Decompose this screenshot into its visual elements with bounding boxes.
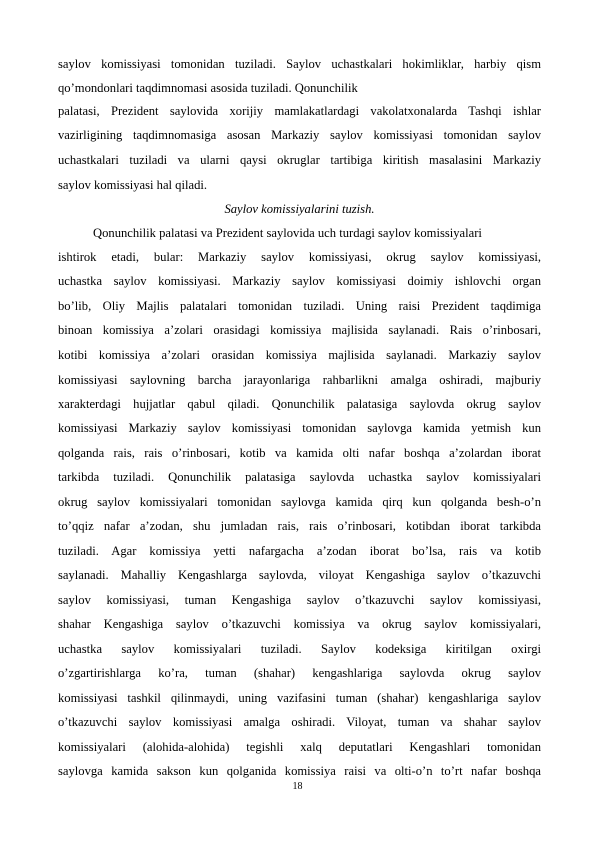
text-line: kotibi komissiya a’zolari orasidan komissiya majlisida saylanadi. Markaziy saylov	[58, 348, 541, 362]
text-line: komissiyasi tashkil qilinmaydi, uning vazifasini tuman (shahar) kengashlariga saylov	[58, 691, 541, 705]
text-line: tuziladi. Agar komissiya yetti nafargacha a’zodan iborat bo’lsa, rais va kotib	[58, 544, 541, 558]
text-line: saylov komissiyasi tomonidan tuziladi. Saylov uchastkalari hokimliklar, harbiy qism	[58, 57, 541, 71]
text-line: o’tkazuvchi saylov komissiyasi amalga oshiradi. Viloyat, tuman va shahar saylov	[58, 715, 541, 729]
text-line: saylovga kamida sakson kun qolganida komissiya raisi va olti-o’n to’rt nafar boshqa	[58, 764, 541, 778]
text-line: saylov komissiyasi, tuman Kengashiga saylov o’tkazuvchi saylov komissiyasi,	[58, 593, 541, 607]
text-line: to’qqiz nafar a’zodan, shu jumladan rais, rais o’rinbosari, kotibdan iborat tarkibda	[58, 519, 541, 533]
page-number: 18	[292, 781, 303, 792]
text-line: tarkibda tuziladi. Qonunchilik palatasiga saylovda uchastka saylov komissiyalari	[58, 470, 541, 484]
text-line: komissiyasi Markaziy saylov komissiyasi tomonidan saylovga kamida yetmish kun	[58, 421, 541, 435]
text-line: okrug saylov komissiyalari tomonidan saylovga kamida qirq kun qolganda besh-o’n	[58, 495, 541, 509]
text-line: qo’mondonlari taqdimnomasi asosida tuziladi. Qonunchilik	[58, 81, 358, 95]
text-line: komissiyalari (alohida-alohida) tegishli xalq deputatlari Kengashlari tomonidan	[58, 740, 541, 754]
text-line: binoan komissiya a’zolari orasidagi komissiya majlisida saylanadi. Rais o’rinbosari,	[58, 323, 541, 337]
text-line: bo’lib, Oliy Majlis palatalari tomonidan tuziladi. Uning raisi Prezident taqdimiga	[58, 299, 541, 313]
text-line: shahar Kengashiga saylov o’tkazuvchi komissiya va okrug saylov komissiyalari,	[58, 617, 541, 631]
text-line: saylanadi. Mahalliy Kengashlarga saylovda, viloyat Kengashiga saylov o’tkazuvchi	[58, 568, 541, 582]
text-line: o’zgartirishlarga ko’ra, tuman (shahar) kengashlariga saylovda okrug saylov	[58, 666, 541, 680]
text-line: xarakterdagi hujjatlar qabul qiladi. Qonunchilik palatasiga saylovda okrug saylov	[58, 397, 541, 411]
text-line: ishtirok etadi, bular: Markaziy saylov komissiyasi, okrug saylov komissiyasi,	[58, 250, 541, 264]
text-line: Qonunchilik palatasi va Prezident saylovida uch turdagi saylov komissiyalari	[93, 226, 482, 240]
text-line: palatasi, Prezident saylovida xorijiy mamlakatlardagi vakolatxonalarda Tashqi ishlar	[58, 104, 541, 118]
text-line: uchastka saylov komissiyasi. Markaziy saylov komissiyasi doimiy ishlovchi organ	[58, 274, 541, 288]
text-line: uchastka saylov komissiyalari tuziladi. Saylov kodeksiga kiritilgan oxirgi	[58, 642, 541, 656]
text-line: uchastkalari tuziladi va ularni qaysi okruglar tartibiga kiritish masalasini Markaziy	[58, 153, 541, 167]
text-line: saylov komissiyasi hal qiladi.	[58, 178, 208, 192]
text-line: komissiyasi saylovning barcha jarayonlariga rahbarlikni amalga oshiradi, majburiy	[58, 373, 541, 387]
section-heading: Saylov komissiyalarini tuzish.	[224, 202, 375, 216]
text-line: qolganda rais, rais o’rinbosari, kotib va kamida olti nafar boshqa a’zolardan iborat	[58, 446, 541, 460]
text-line: vazirligining taqdimnomasiga asosan Markaziy saylov komissiyasi tomonidan saylov	[58, 128, 541, 142]
